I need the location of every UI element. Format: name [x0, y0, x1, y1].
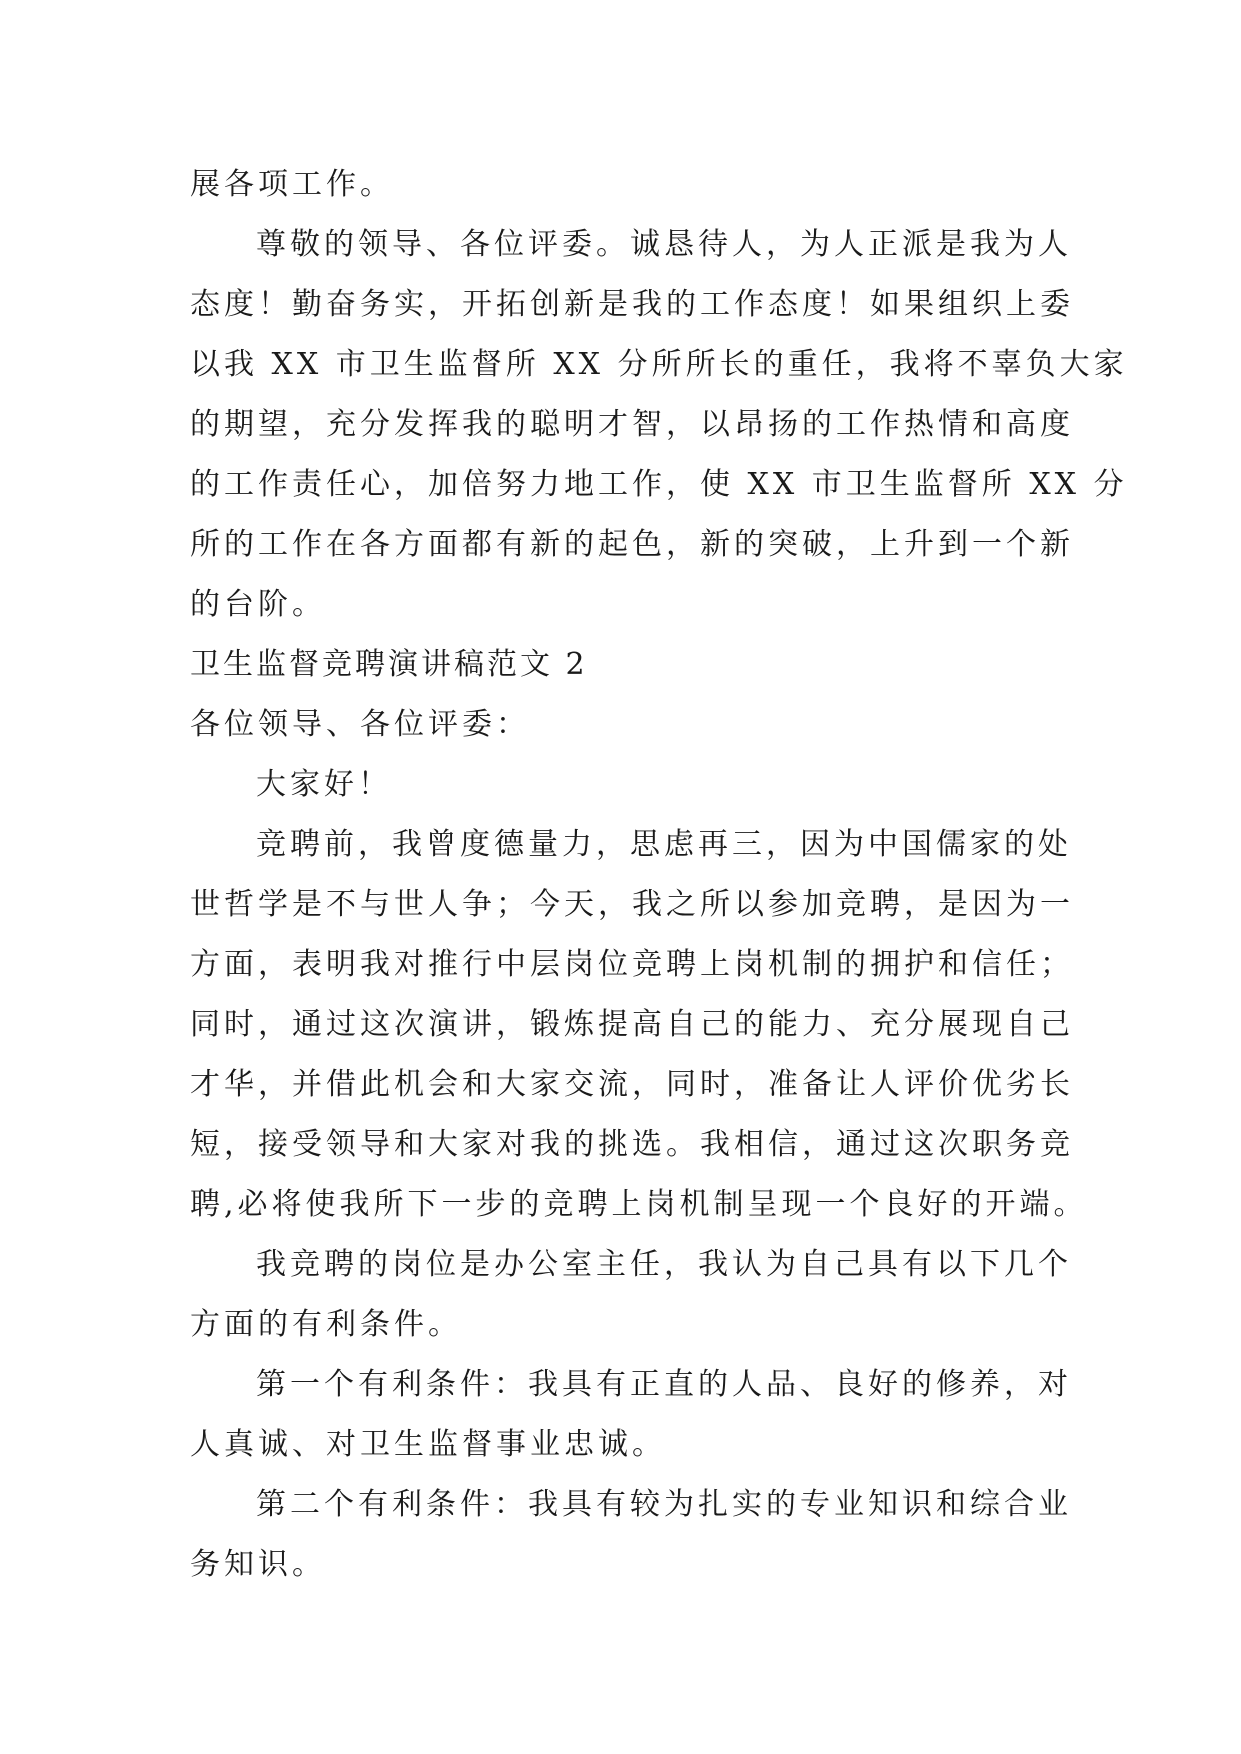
paragraph-line: 的期望，充分发挥我的聪明才智，以昂扬的工作热情和高度: [190, 407, 1074, 442]
paragraph-line: 第一个有利条件：我具有正直的人品、良好的修养，对: [256, 1367, 1072, 1402]
paragraph-line: 的工作责任心，加倍努力地工作，使 XX 市卫生监督所 XX 分: [190, 467, 1128, 502]
paragraph-line: 方面，表明我对推行中层岗位竞聘上岗机制的拥护和信任；: [190, 947, 1074, 982]
paragraph-line: 尊敬的领导、各位评委。诚恳待人，为人正派是我为人: [256, 227, 1072, 262]
document-body: [190, 155, 1128, 1595]
paragraph-line: 同时，通过这次演讲，锻炼提高自己的能力、充分展现自己: [190, 1007, 1074, 1042]
paragraph-line: 以我 XX 市卫生监督所 XX 分所所长的重任，我将不辜负大家: [190, 347, 1128, 382]
paragraph-line: 短，接受领导和大家对我的挑选。我相信，通过这次职务竞: [190, 1127, 1074, 1162]
paragraph-line: 所的工作在各方面都有新的起色，新的突破，上升到一个新: [190, 527, 1074, 562]
paragraph-line: 第二个有利条件：我具有较为扎实的专业知识和综合业: [256, 1487, 1072, 1522]
greeting-line: 大家好！: [256, 767, 392, 802]
paragraph-line: 才华，并借此机会和大家交流，同时，准备让人评价优劣长: [190, 1067, 1074, 1102]
paragraph-line: 的台阶。: [190, 587, 326, 622]
paragraph-line: 聘,必将使我所下一步的竞聘上岗机制呈现一个良好的开端。: [190, 1187, 1088, 1222]
paragraph-line: 务知识。: [190, 1547, 326, 1582]
salutation-line: 各位领导、各位评委：: [190, 707, 530, 742]
section-heading: 卫生监督竞聘演讲稿范文 2: [190, 647, 588, 682]
paragraph-line: 态度！勤奋务实，开拓创新是我的工作态度！如果组织上委: [190, 287, 1074, 322]
paragraph-line: 人真诚、对卫生监督事业忠诚。: [190, 1427, 666, 1462]
paragraph-line: 展各项工作。: [190, 167, 394, 202]
paragraph-line: 方面的有利条件。: [190, 1307, 462, 1342]
paragraph-line: 世哲学是不与世人争；今天，我之所以参加竞聘，是因为一: [190, 887, 1074, 922]
paragraph-line: 我竞聘的岗位是办公室主任，我认为自己具有以下几个: [256, 1247, 1072, 1282]
paragraph-line: 竞聘前，我曾度德量力，思虑再三，因为中国儒家的处: [256, 827, 1072, 862]
